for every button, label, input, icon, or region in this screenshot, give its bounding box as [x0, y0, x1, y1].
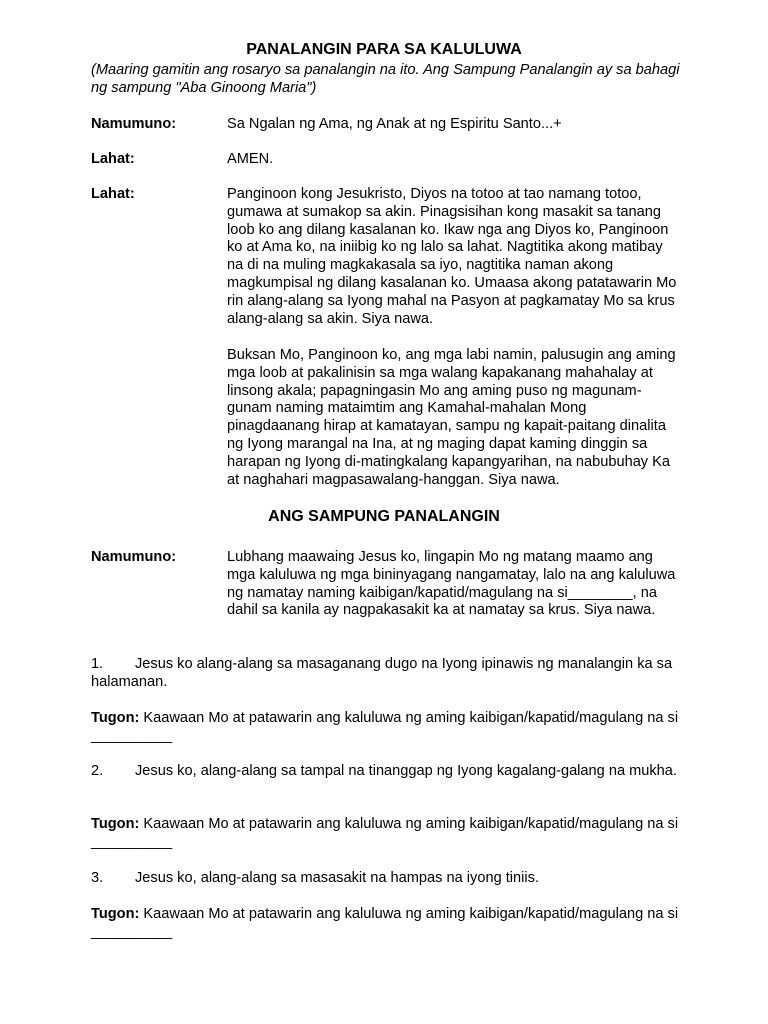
row-text: AMEN.: [227, 151, 274, 167]
response-text: Kaawaan Mo at patawarin ang kaluluwa ng aming kaibigan/kapatid/magulang na si __________: [91, 906, 679, 940]
response-text: Kaawaan Mo at patawarin ang kaluluwa ng aming kaibigan/kapatid/magulang na si __________: [91, 816, 679, 850]
row-text: Lubhang maawaing Jesus ko, lingapin Mo ng matang maamo ang mga kaluluwa ng mga bininyagang nangamatay, lalo na ang kaluluwa ng namatay naming kaibigan/kapatid/magulang na si________, na dahil sa kanila ay nagpakasakit ka at namatay sa krus. Siya nawa.: [227, 549, 676, 619]
list-item: [91, 870, 691, 888]
response-text: Kaawaan Mo at patawarin ang kaluluwa ng aming kaibigan/kapatid/magulang na si __________: [91, 710, 679, 744]
row-text: Panginoon kong Jesukristo, Diyos na totoo at tao namang totoo, gumawa at sumakop sa akin. Pinagsisihan kong masakit sa tanang loob ko ang dilang kasalanan ko. Ikaw nga ang Diyos ko, Panginoon ko at Ama ko, na iniibig ko ng lalo sa lahat. Nagtitika akong matibay na di na muling magkakasala sa iyo, nagtitika naman akong magkumpisal ng dilang kasalanan ko. Umaasa akong patatawarin Mo rin alang-alang sa Iyong mahal na Pasyon at pagkamatay Mo sa krus alang-alang sa akin. Siya nawa.: [227, 186, 677, 327]
item-text: Jesus ko, alang-alang sa masasakit na hampas na iyong tiniis.: [135, 870, 539, 886]
document-title: PANALANGIN PARA SA KALULUWA: [246, 41, 522, 58]
item-number: 1.: [91, 656, 104, 672]
row-label: Namumuno:: [91, 549, 177, 565]
prayer-paragraph-2: Buksan Mo, Panginoon ko, ang mga labi namin, palusugin ang aming mga loob at pakalinisin sa mga walang kapakanang mahahalay at linsong akala; papagningasin Mo ang aming puso ng magunam-gunam naming mataimtim ang Kamahal-mahalan Mong pinagdaanang hirap at kamatayan, sampu ng kapait-paitang dinalita ng Iyong marangal na Ina, at ng maging dapat kaming dinggin sa harapan ng Iyong di-matingkalang kapangyarihan, na nabubuhay Ka at naghahari magpasawalang-hanggan. Siya nawa.: [227, 347, 676, 488]
row-label: Lahat:: [91, 186, 135, 202]
item-text: Jesus ko, alang-alang sa tampal na tinanggap ng Iyong kagalang-galang na mukha.: [135, 763, 677, 779]
response-label: Tugon:: [91, 710, 140, 726]
item-number: 3.: [91, 870, 104, 886]
list-item: [91, 656, 691, 692]
row-text: Sa Ngalan ng Ama, ng Anak at ng Espiritu Santo...+: [227, 116, 562, 132]
response-label: Tugon:: [91, 816, 140, 832]
list-item: [91, 763, 691, 781]
response: [91, 710, 691, 746]
response: [91, 816, 691, 852]
item-number: 2.: [91, 763, 104, 779]
response-label: Tugon:: [91, 906, 140, 922]
row-label: Lahat:: [91, 151, 135, 167]
item-text: Jesus ko alang-alang sa masaganang dugo na Iyong ipinawis ng manalangin ka sa halamanan.: [91, 656, 673, 690]
row-label: Namumuno:: [91, 116, 177, 132]
response: [91, 906, 691, 942]
section-title: ANG SAMPUNG PANALANGIN: [268, 508, 500, 525]
intro-note: (Maaring gamitin ang rosaryo sa panalangin na ito. Ang Sampung Panalangin ay sa bahagi ng sampung "Aba Ginoong Maria"): [91, 62, 680, 96]
